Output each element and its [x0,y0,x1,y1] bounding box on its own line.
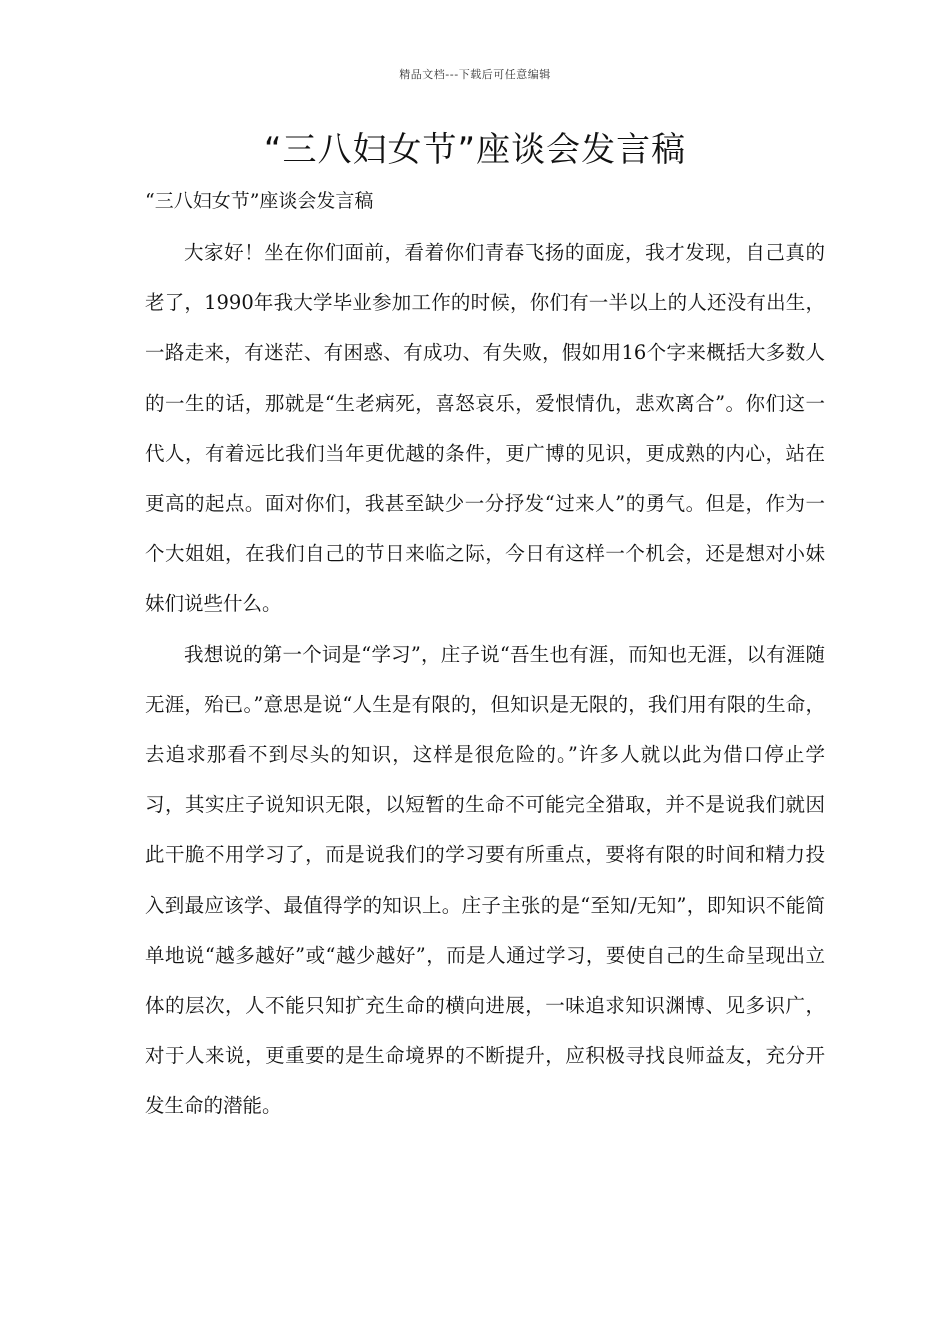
paragraph-greeting: 大家好！坐在你们面前，看着你们青春飞扬的面庞，我才发现，自己真的老了，1990年我大学毕业参加工作的时候，你们有一半以上的人还没有出生，一路走来，有迷茫、有困惑、有成功、有失败，假如用16个字来概括大多数人的一生的话，那就是“生老病死，喜怒哀乐，爱恨情仇，悲欢离合”。你们这一代人，有着远比我们当年更优越的条件，更广博的见识，更成熟的内心，站在更高的起点。面对你们，我甚至缺少一分抒发“过来人”的勇气。但是，作为一个大姐姐，在我们自己的节日来临之际，今日有这样一个机会，还是想对小妹妹们说些什么。 [145,241,825,616]
document-body [145,228,825,1132]
header-note: 精品文档---下载后可任意编辑 [399,68,551,81]
paragraph-learning: 我想说的第一个词是“学习”，庄子说“吾生也有涯，而知也无涯，以有涯随无涯，殆已。”意思是说“人生是有限的，但知识是无限的，我们用有限的生命，去追求那看不到尽头的知识，这样是很危险的。”许多人就以此为借口停止学习，其实庄子说知识无限，以短暂的生命不可能完全猎取，并不是说我们就因此干脆不用学习了，而是说我们的学习要有所重点，要将有限的时间和精力投入到最应该学、最值得学的知识上。庄子主张的是“至知/无知”，即知识不能简单地说“越多越好”或“越少越好”，而是人通过学习，要使自己的生命呈现出立体的层次，人不能只知扩充生命的横向进展，一味追求知识渊博、见多识广，对于人来说，更重要的是生命境界的不断提升，应积极寻找良师益友，充分开发生命的潜能。 [145,642,825,1118]
document-title: “三八妇女节”座谈会发言稿 [263,130,687,170]
document-subtitle: “三八妇女节”座谈会发言稿 [145,190,374,212]
